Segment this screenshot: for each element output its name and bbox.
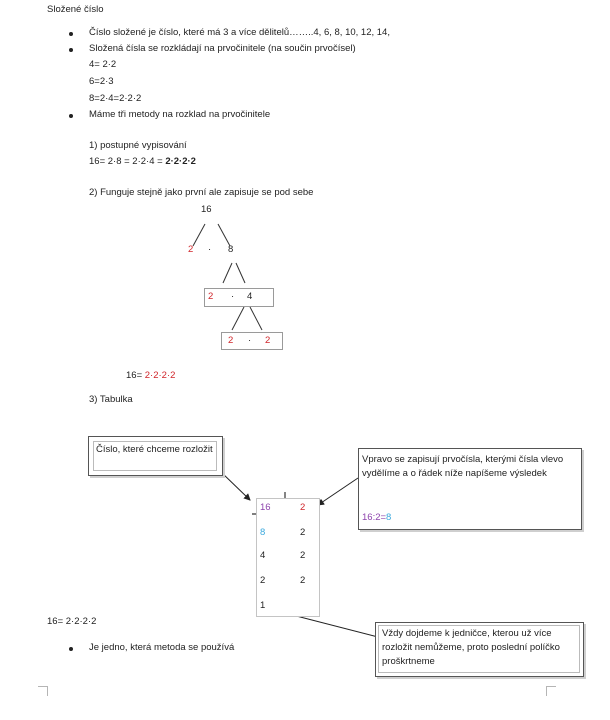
callout-right-text: Vpravo se zapisují prvočísla, kterými čísla vlevo vydělíme a o řádek níže napíšeme výsledek	[362, 454, 564, 479]
page-corner-mark	[546, 686, 556, 696]
tree-l3-left: 2	[228, 335, 234, 346]
tree-line	[223, 263, 232, 283]
final-result: 16= 2·2·2·2	[47, 616, 97, 627]
method2-result-prefix: 16=	[126, 370, 145, 381]
example-6: 6=2·3	[89, 76, 114, 87]
callout-right	[358, 448, 582, 530]
example-8: 8=2·4=2·2·2	[89, 93, 142, 104]
table-left-cell: 8	[260, 527, 266, 538]
callout-bottom-text: Vždy dojdeme k jedničce, kterou už více rozložit nemůžeme, proto poslední políčko proškrtneme	[382, 628, 560, 667]
table-right-cell: 2	[300, 502, 306, 513]
method1-eq-prefix: 16= 2·8 = 2·2·4 =	[89, 156, 166, 167]
tree-l2-left: 2	[208, 291, 214, 302]
tree-l2-dot: ·	[231, 291, 235, 302]
method2-title: 2) Funguje stejně jako první ale zapisuje se pod sebe	[89, 187, 314, 198]
arrow-left-callout	[221, 472, 250, 500]
method2-result-value: 2·2·2·2	[144, 370, 176, 381]
table-right-cell: 2	[300, 550, 306, 561]
tree-l1-left: 2	[188, 244, 194, 255]
page-corner-mark	[38, 686, 48, 696]
tree-line	[218, 224, 230, 246]
callout-right-eq-left: 16:2=	[362, 512, 387, 523]
method1-title: 1) postupné vypisování	[89, 140, 187, 151]
tree-l1-dot: ·	[208, 244, 212, 255]
table-left-cell: 1	[260, 600, 266, 611]
tree-line	[193, 224, 205, 246]
division-table	[256, 498, 320, 617]
callout-right-eq-right: 8	[386, 512, 392, 523]
callout-bottom	[375, 622, 584, 677]
tree-line	[232, 307, 244, 330]
tree-line	[236, 263, 245, 283]
callout-left	[88, 436, 223, 476]
table-right-cell: 2	[300, 575, 306, 586]
example-4: 4= 2·2	[89, 59, 117, 70]
callout-left-text: Číslo, které chceme rozložit	[96, 444, 213, 455]
arrow-right-callout	[318, 478, 358, 505]
tree-l1-right: 8	[228, 244, 234, 255]
bullet-factorization: Složená čísla se rozkládají na prvočinitele (na součin prvočísel)	[89, 43, 356, 54]
tree-line	[250, 307, 262, 330]
tree-l3-dot: ·	[248, 335, 252, 346]
bullet-composite-definition: Číslo složené je číslo, které má 3 a více dělitelů……..4, 6, 8, 10, 12, 14,	[89, 27, 390, 38]
table-left-cell: 2	[260, 575, 266, 586]
tree-l2-right: 4	[247, 291, 253, 302]
bullet-dot	[69, 647, 73, 651]
page-title: Složené číslo	[47, 4, 104, 15]
bullet-any-method: Je jedno, která metoda se používá	[89, 642, 235, 653]
tree-l3-right: 2	[265, 335, 271, 346]
method3-title: 3) Tabulka	[89, 394, 133, 405]
tree-root: 16	[201, 204, 212, 215]
table-right-cell: 2	[300, 527, 306, 538]
method2-result	[126, 370, 175, 381]
callout-right-equation	[362, 512, 391, 523]
table-left-cell: 4	[260, 550, 266, 561]
tree-l2-box	[204, 288, 274, 307]
table-left-cell: 16	[260, 502, 271, 513]
method1-eq-result: 2·2·2·2	[165, 156, 196, 167]
bullet-three-methods: Máme tři metody na rozklad na prvočinitele	[89, 109, 271, 120]
